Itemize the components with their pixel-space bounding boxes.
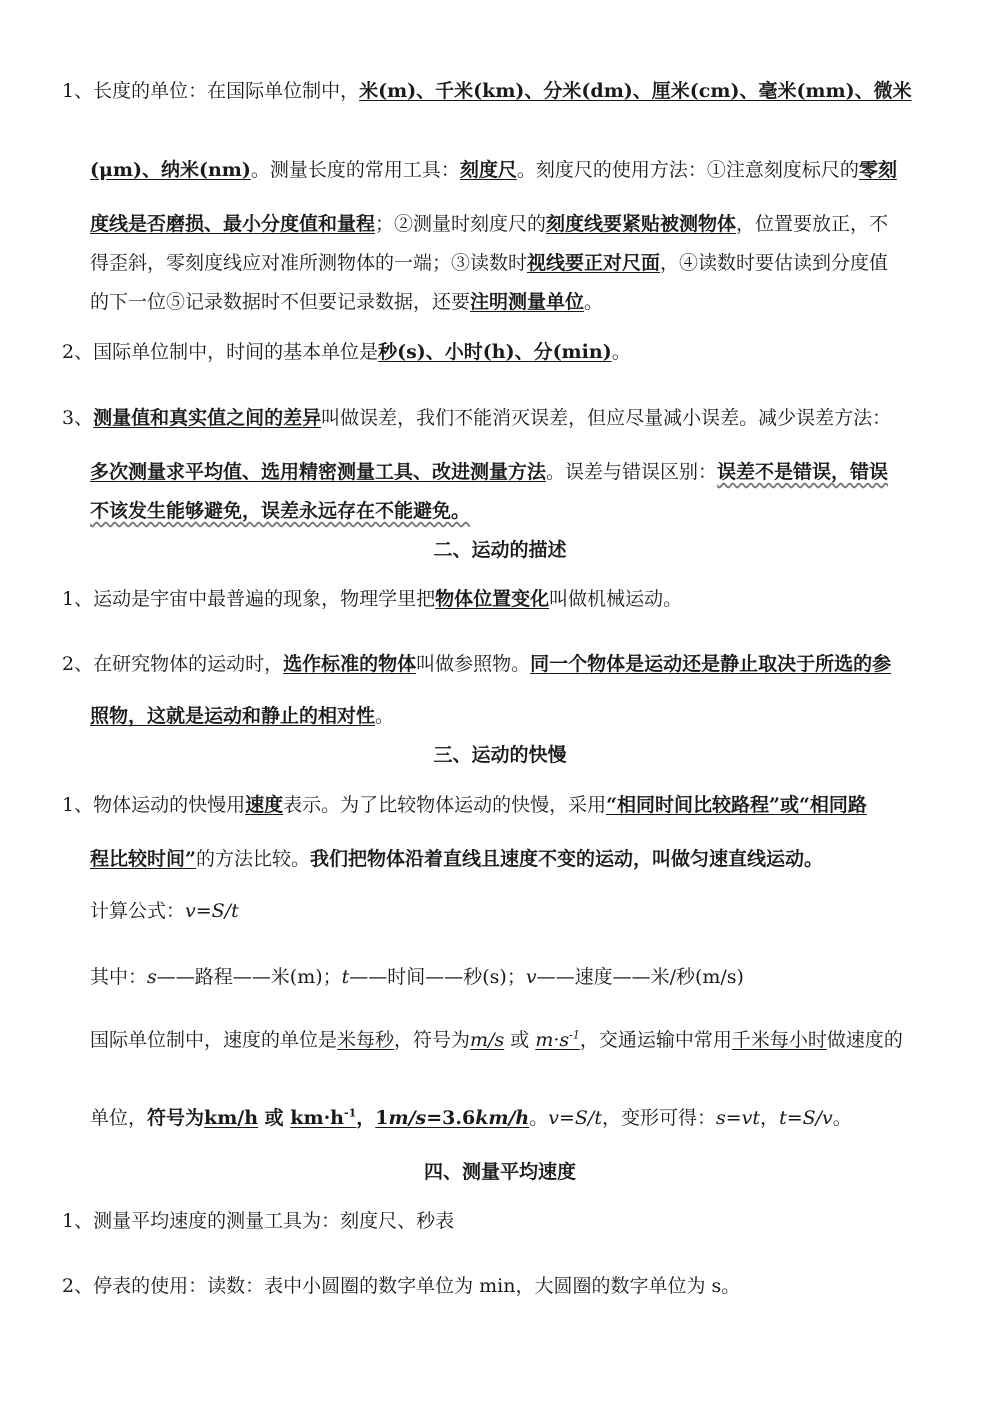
key-phrase: 视线要正对尺面 (527, 252, 661, 274)
text: 1、测量平均速度的测量工具为：刻度尺、秒表 (62, 1210, 455, 1232)
text: ，交通运输中常用 (579, 1029, 732, 1051)
heading-motion-description: 二、运动的描述 (433, 539, 567, 561)
var-v: v (525, 966, 537, 988)
var-t: t (341, 966, 350, 988)
text: 得歪斜，零刻度线应对准所测物体的一端；③读数时 (90, 252, 528, 274)
s1-line-7 (62, 405, 891, 431)
key-phrase-wavy: 误差不是错误，错误 (717, 461, 889, 483)
unit-name: 千米每小时 (731, 1029, 827, 1051)
unit-symbol-alt (290, 1107, 356, 1129)
s3-line-3 (90, 898, 239, 924)
text: ，位置要放正，不 (736, 213, 889, 235)
text: 。刻度尺的使用方法：①注意刻度标尺的 (516, 159, 859, 181)
heading-average-speed: 四、测量平均速度 (423, 1161, 576, 1183)
text-bold: 或 (258, 1107, 291, 1129)
text: 。 (529, 1107, 549, 1129)
text: =3.6 (426, 1107, 476, 1129)
unit: km/h (475, 1107, 530, 1129)
ruler-term: 刻度尺 (459, 159, 517, 181)
text: 1、长度的单位：在国际单位制中， (62, 80, 360, 102)
formula: v=S/t (185, 900, 239, 922)
text: 。误差与错误区别： (546, 461, 718, 483)
units-time: 秒(s)、小时(h)、分(min) (378, 341, 612, 363)
text-bold: ， (356, 1107, 376, 1129)
key-phrase: 物体位置变化 (435, 588, 550, 610)
key-phrase: 注明测量单位 (470, 291, 585, 313)
s2-line-3 (90, 703, 394, 729)
key-phrase-wavy: 不该发生能够避免，误差永远存在不能避免。 (90, 500, 471, 522)
text: 的方法比较。 (195, 848, 310, 870)
text: 。 (832, 1107, 852, 1129)
text: 做速度的 (826, 1029, 903, 1051)
text: ，变形可得： (601, 1107, 716, 1129)
text: 国际单位制中，速度的单位是 (90, 1029, 338, 1051)
text: 的下一位⑤记录数据时不但要记录数据，还要 (90, 291, 471, 313)
formula: v=S/t (548, 1107, 602, 1129)
s1-line-9 (90, 498, 470, 524)
text: 计算公式： (90, 900, 186, 922)
unit-name: 米每秒 (337, 1029, 395, 1051)
s3-line-1 (62, 792, 867, 818)
unit-symbol-alt (535, 1029, 580, 1051)
heading-motion-speed: 三、运动的快慢 (433, 744, 567, 766)
text: 。 (611, 341, 631, 363)
speed-term: 速度 (245, 794, 284, 816)
s4-line-2 (62, 1273, 740, 1299)
text: 叫做参照物。 (416, 653, 531, 675)
text: 3、 (62, 407, 94, 429)
key-phrase: “相同时间比较路程”或“相同路 (606, 794, 867, 816)
s2-line-2 (62, 651, 891, 677)
text: ——速度——米/秒(m/s) (536, 966, 744, 988)
s1-line-5 (90, 289, 603, 315)
text: 1、物体运动的快慢用 (62, 794, 246, 816)
s1-line-2 (90, 157, 897, 183)
text: 单位， (90, 1107, 148, 1129)
text: ——路程——米(m)； (156, 966, 342, 988)
key-phrase: 同一个物体是运动还是静止取决于所选的参 (530, 653, 892, 675)
unit-base: km·h (290, 1107, 344, 1129)
key-phrase: 刻度线要紧贴被测物体 (546, 213, 737, 235)
units-length: 米(m)、千米(km)、分米(dm)、厘米(cm)、毫米(mm)、微米 (359, 80, 912, 102)
s3-line-4 (90, 964, 744, 990)
s2-line-1 (62, 586, 682, 612)
text: 其中： (90, 966, 148, 988)
text-bold: 符号为 (147, 1107, 205, 1129)
text: 2、停表的使用：读数：表中小圆圈的数字单位为 min，大圆圈的数字单位为 s。 (62, 1275, 741, 1297)
s1-line-8 (90, 459, 888, 485)
key-phrase: 多次测量求平均值、选用精密测量工具、改进测量方法 (90, 461, 547, 483)
text: ， (760, 1107, 780, 1129)
text: 或 (504, 1029, 536, 1051)
text: ，④读数时要估读到分度值 (660, 252, 889, 274)
conversion (375, 1107, 529, 1129)
key-phrase: 测量值和真实值之间的差异 (93, 407, 322, 429)
key-phrase: 选作标准的物体 (283, 653, 417, 675)
text: ；②测量时刻度尺的 (375, 213, 547, 235)
key-phrase: 度线是否磨损、最小分度值和量程 (90, 213, 376, 235)
unit-base: m·s (535, 1029, 570, 1051)
text: ，符号为 (394, 1029, 471, 1051)
s3-line-5 (90, 1027, 903, 1053)
s1-line-6 (62, 339, 631, 365)
formula: s=vt (716, 1107, 761, 1129)
unit-symbol: km/h (204, 1107, 259, 1129)
definition-bold: 我们把物体沿着直线且速度不变的运动，叫做匀速直线运动。 (309, 848, 823, 870)
s4-line-1 (62, 1208, 454, 1234)
exponent: -1 (569, 1028, 580, 1042)
s1-line-1 (62, 78, 912, 104)
s1-line-4 (90, 250, 888, 276)
key-phrase: 照物，这就是运动和静止的相对性 (90, 705, 376, 727)
s3-line-6 (90, 1105, 852, 1131)
text: 表示。为了比较物体运动的快慢，采用 (283, 794, 607, 816)
exponent: -1 (344, 1106, 357, 1120)
text: 叫做机械运动。 (549, 588, 683, 610)
formula: t=S/v (779, 1107, 833, 1129)
text: 1、运动是宇宙中最普遍的现象，物理学里把 (62, 588, 436, 610)
text: 叫做误差，我们不能消灭误差，但应尽量减小误差。减少误差方法： (321, 407, 892, 429)
s3-line-2 (90, 846, 823, 872)
text: ——时间——秒(s)； (349, 966, 526, 988)
unit: m/s (388, 1107, 427, 1129)
key-phrase: 程比较时间” (90, 848, 196, 870)
key-phrase: 零刻 (858, 159, 897, 181)
unit-symbol: m/s (470, 1029, 505, 1051)
text: 1 (375, 1107, 389, 1129)
var-s: s (147, 966, 157, 988)
text: 。 (584, 291, 604, 313)
text: 。 (375, 705, 395, 727)
text: 。测量长度的常用工具： (250, 159, 460, 181)
s1-line-3 (90, 211, 888, 237)
text: 2、国际单位制中，时间的基本单位是 (62, 341, 379, 363)
units-length-cont: (μm)、纳米(nm) (90, 159, 251, 181)
text: 2、在研究物体的运动时， (62, 653, 284, 675)
